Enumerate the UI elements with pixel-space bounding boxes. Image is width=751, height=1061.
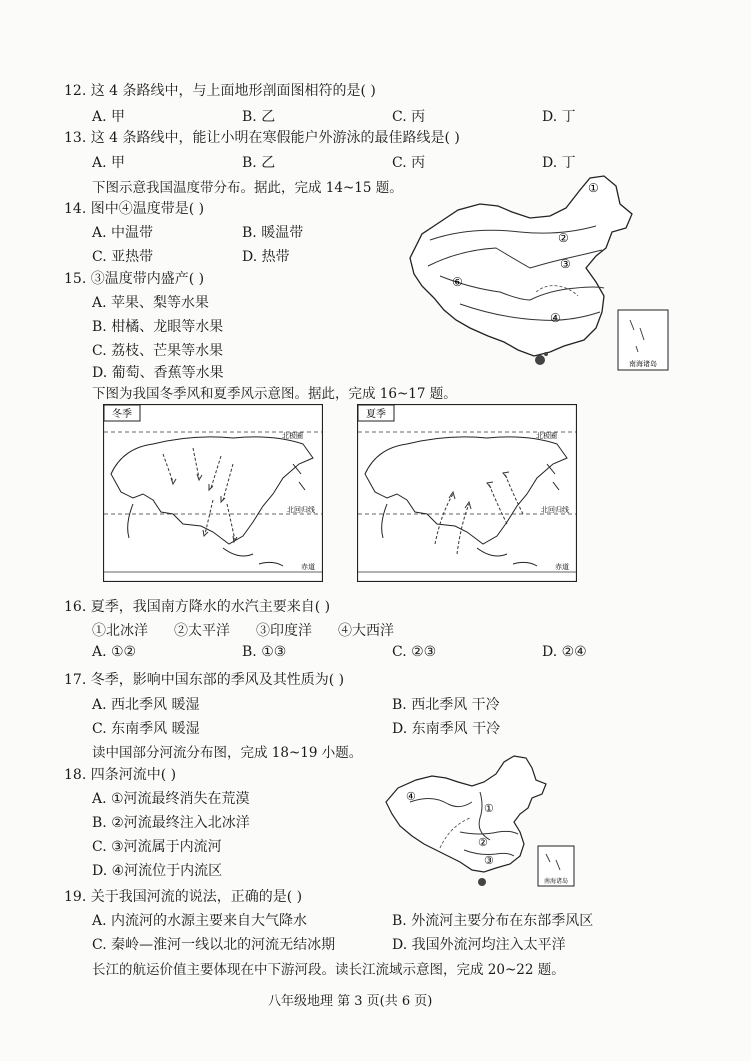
summer-arctic-label: 北极圈 <box>536 432 557 440</box>
zone-label-2: ② <box>558 231 569 245</box>
q16-option-a: A. ①② <box>92 644 137 660</box>
zone-label-3: ③ <box>560 257 571 271</box>
page-footer: 八年级地理 第 3 页(共 6 页) <box>268 994 433 1009</box>
q13-option-d: D. 丁 <box>542 155 576 171</box>
intro-14-15: 下图示意我国温度带分布。据此，完成 14~15 题。 <box>92 180 403 196</box>
q13-option-a: A. 甲 <box>92 155 126 171</box>
river-label-3: ③ <box>484 854 494 867</box>
q14-stem: 14. 图中④温度带是( ) <box>64 201 205 217</box>
winter-arctic-label: 北极圈 <box>282 432 303 440</box>
summer-tropic-label: 北回归线 <box>541 506 569 514</box>
q19-option-d: D. 我国外流河均注入太平洋 <box>392 937 566 953</box>
q17-option-b: B. 西北季风 干冷 <box>392 697 500 713</box>
q16-sub-4: ④大西洋 <box>338 623 394 639</box>
summer-equator-label: 赤道 <box>555 563 569 571</box>
q19-stem: 19. 关于我国河流的说法，正确的是( ) <box>64 889 303 905</box>
q16-option-d: D. ②④ <box>542 644 587 660</box>
q16-sub-1: ①北冰洋 <box>92 623 148 639</box>
winter-tropic-label: 北回归线 <box>287 506 315 514</box>
q14-option-b: B. 暖温带 <box>242 225 304 241</box>
q17-option-a: A. 西北季风 暖湿 <box>92 697 200 713</box>
winter-season-label: 冬季 <box>112 409 132 420</box>
zone-label-1: ① <box>588 181 599 195</box>
q14-option-c: C. 亚热带 <box>92 249 154 265</box>
q19-option-c: C. 秦岭—淮河一线以北的河流无结冰期 <box>92 937 336 953</box>
q18-option-b: B. ②河流最终注入北冰洋 <box>92 815 250 831</box>
q13-option-b: B. 乙 <box>242 155 276 171</box>
inset-label: 南海诸岛 <box>629 360 657 368</box>
q12-option-a: A. 甲 <box>92 109 126 125</box>
q13-option-c: C. 丙 <box>392 155 426 171</box>
temperature-zone-map <box>400 170 675 375</box>
q16-option-c: C. ②③ <box>392 644 437 660</box>
river-label-1: ① <box>484 802 494 815</box>
q17-stem: 17. 冬季，影响中国东部的季风及其性质为( ) <box>64 672 345 688</box>
q16-sub-2: ②太平洋 <box>174 623 230 639</box>
q19-option-a: A. 内流河的水源主要来自大气降水 <box>92 913 308 929</box>
winter-monsoon-map <box>103 404 323 582</box>
q16-stem: 16. 夏季，我国南方降水的水汽主要来自( ) <box>64 599 331 615</box>
intro-18-19: 读中国部分河流分布图，完成 18~19 小题。 <box>92 745 363 761</box>
summer-season-label: 夏季 <box>366 409 386 420</box>
q14-option-a: A. 中温带 <box>92 225 154 241</box>
q12-stem: 12. 这 4 条路线中，与上面地形剖面图相符的是( ) <box>64 83 376 99</box>
q12-option-c: C. 丙 <box>392 109 426 125</box>
q15-option-c: C. 荔枝、芒果等水果 <box>92 343 224 359</box>
q13-stem: 13. 这 4 条路线中，能让小明在寒假能户外游泳的最佳路线是( ) <box>64 130 460 146</box>
zone-label-6: ⑥ <box>452 275 463 289</box>
river-label-4: ④ <box>406 790 416 803</box>
q12-option-d: D. 丁 <box>542 109 576 125</box>
q18-option-a: A. ①河流最终消失在荒漠 <box>92 791 250 807</box>
q16-option-b: B. ①③ <box>242 644 287 660</box>
q14-option-d: D. 热带 <box>242 249 290 265</box>
intro-16-17: 下图为我国冬季风和夏季风示意图。据此，完成 16~17 题。 <box>92 386 457 402</box>
q19-option-b: B. 外流河主要分布在东部季风区 <box>392 913 594 929</box>
q15-option-b: B. 柑橘、龙眼等水果 <box>92 319 224 335</box>
q18-option-c: C. ③河流属于内流河 <box>92 839 222 855</box>
summer-monsoon-map <box>357 404 577 582</box>
q15-option-d: D. 葡萄、香蕉等水果 <box>92 365 224 381</box>
q12-option-b: B. 乙 <box>242 109 276 125</box>
river-distribution-map <box>380 752 580 892</box>
q16-sub-3: ③印度洋 <box>256 623 312 639</box>
q15-stem: 15. ③温度带内盛产( ) <box>64 271 205 287</box>
q15-option-a: A. 苹果、梨等水果 <box>92 295 210 311</box>
river-inset-label: 南海诸岛 <box>543 878 569 885</box>
q18-stem: 18. 四条河流中( ) <box>64 767 177 783</box>
river-label-2: ② <box>478 836 488 849</box>
q17-option-d: D. 东南季风 干冷 <box>392 721 501 737</box>
intro-20-22: 长江的航运价值主要体现在中下游河段。读长江流域示意图，完成 20~22 题。 <box>92 962 565 978</box>
q17-option-c: C. 东南季风 暖湿 <box>92 721 200 737</box>
winter-equator-label: 赤道 <box>301 563 315 571</box>
zone-label-4: ④ <box>550 311 561 325</box>
q18-option-d: D. ④河流位于内流区 <box>92 863 223 879</box>
